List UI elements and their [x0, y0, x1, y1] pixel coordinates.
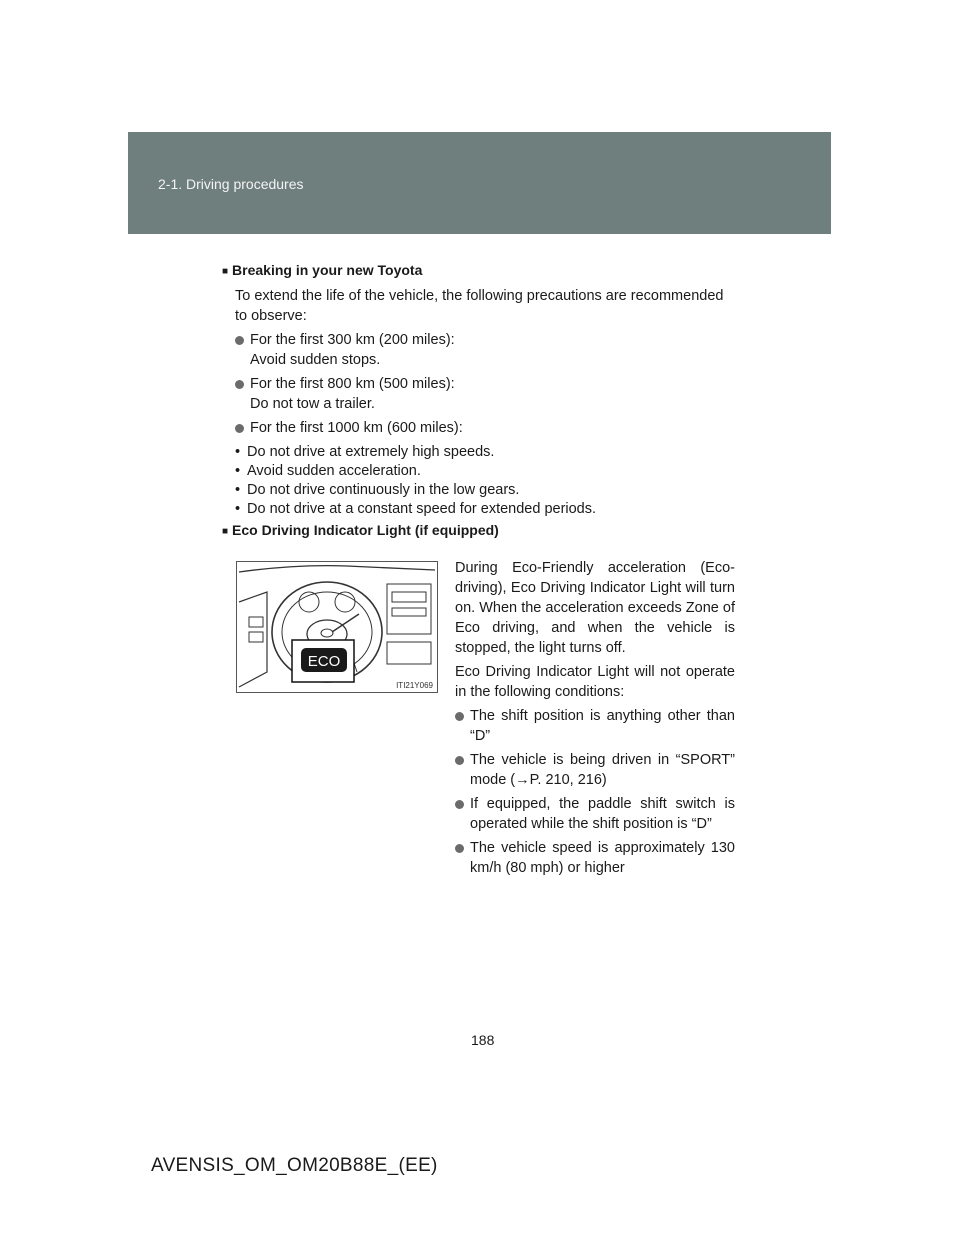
bullet-icon: [235, 424, 244, 433]
sub-list-item: • Avoid sudden acceleration.: [247, 461, 421, 481]
eco-description: During Eco-Friendly acceleration (Eco-driving), Eco Driving Indicator Light will turn on. When the acceleration exceeds Zone of Eco driving, and when the vehicle is stopped, the light turns off.: [455, 560, 735, 656]
section-heading-breaking-in: ■ Breaking in your new Toyota: [222, 262, 422, 278]
document-code: AVENSIS_OM_OM20B88E_(EE): [151, 1155, 438, 1176]
bullet-icon: [235, 380, 244, 389]
condition-text: If equipped, the paddle shift switch is operated while the shift position is “D”: [470, 796, 735, 832]
condition-text: The vehicle speed is approximately 130 km/h (80 mph) or higher: [470, 840, 735, 876]
list-item: [250, 418, 463, 438]
header-band: [128, 132, 831, 234]
list-item: [470, 706, 735, 746]
bullet-icon: [455, 800, 464, 809]
intro-line-1: To extend the life of the vehicle, the following precautions are recommended: [235, 288, 724, 304]
sub-list-item: • Do not drive at a constant speed for extended periods.: [247, 499, 596, 519]
eco-conditions-intro: Eco Driving Indicator Light will not operate in the following conditions:: [455, 664, 735, 700]
list-item: [250, 330, 455, 370]
list-item-line: For the first 800 km (500 miles):: [250, 376, 455, 392]
condition-text: The shift position is anything other than “D”: [470, 708, 735, 744]
condition-text: The vehicle is being driven in “SPORT” mode (→P. 210, 216): [470, 752, 735, 788]
sub-list-item: • Do not drive at extremely high speeds.: [247, 442, 494, 462]
bullet-icon: [455, 756, 464, 765]
list-item: [250, 374, 455, 414]
bullet-icon: [235, 336, 244, 345]
breaking-in-intro: [235, 286, 735, 326]
list-item: [470, 750, 735, 790]
dashboard-illustration: [236, 561, 438, 693]
bullet-icon: [455, 844, 464, 853]
dashboard-drawing: [237, 562, 437, 692]
list-item-line: Avoid sudden stops.: [250, 352, 381, 368]
list-item: [470, 794, 735, 834]
sub-list-item: • Do not drive continuously in the low gears.: [247, 480, 519, 500]
bullet-icon: [455, 712, 464, 721]
eco-label: ECO: [307, 653, 341, 670]
figure-code: ITI21Y069: [396, 681, 433, 690]
list-item: [470, 838, 735, 878]
intro-line-2: to observe:: [235, 308, 307, 324]
section-title: 2-1. Driving procedures: [158, 176, 304, 192]
page-number: 188: [471, 1032, 495, 1048]
list-item-line: For the first 1000 km (600 miles):: [250, 420, 463, 436]
section-heading-eco: ■ Eco Driving Indicator Light (if equipped): [222, 522, 499, 538]
list-item-line: Do not tow a trailer.: [250, 396, 375, 412]
list-item-line: For the first 300 km (200 miles):: [250, 332, 455, 348]
